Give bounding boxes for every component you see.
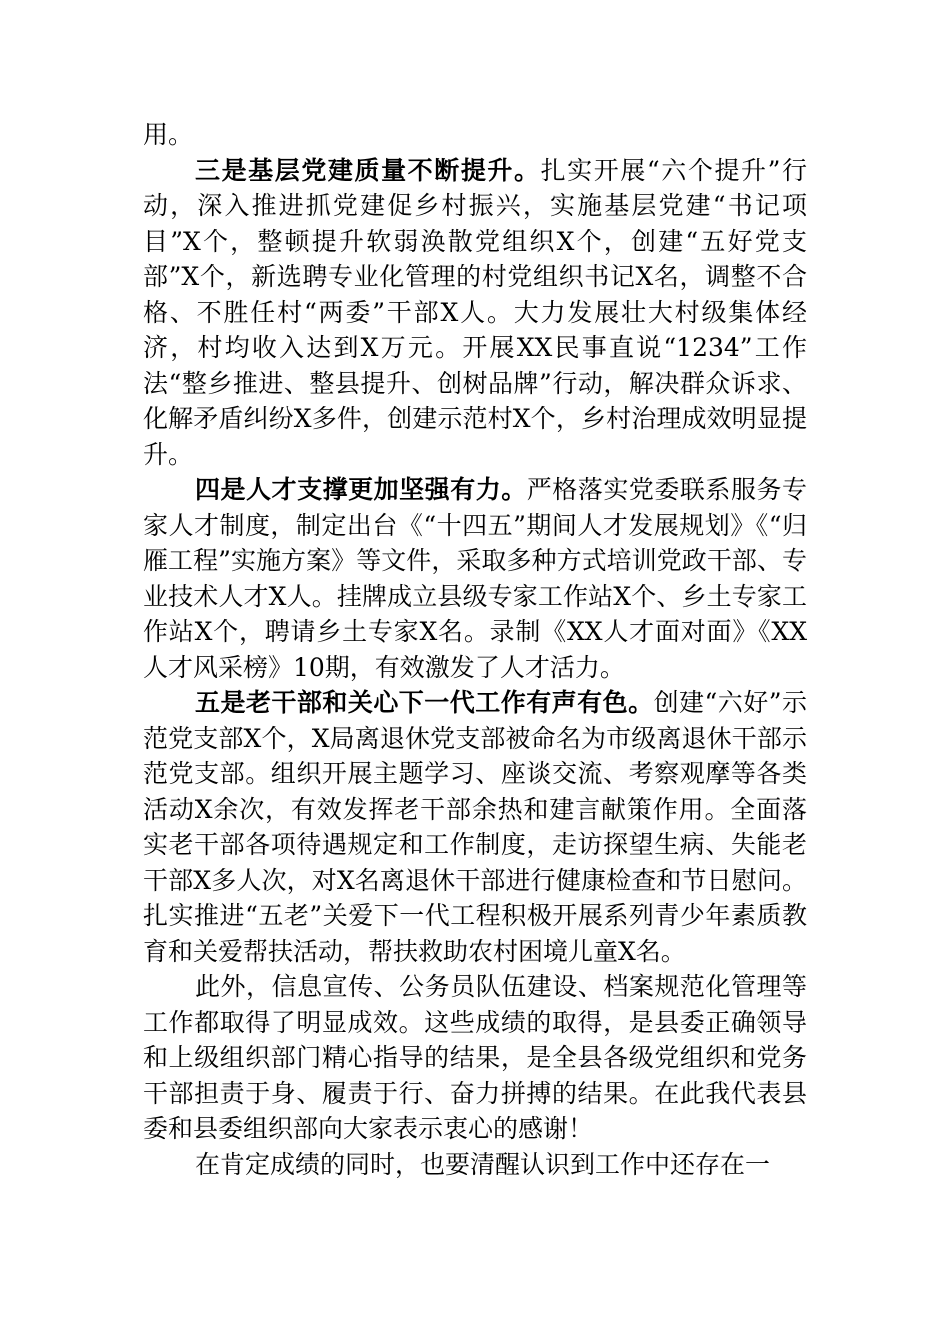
paragraph-text: 用。 xyxy=(143,120,194,149)
paragraph-text: 扎实开展“六个提升”行动，深入推进抓党建促乡村振兴，实施基层党建“书记项目”X个，整顿提升软弱涣散党组织X个，创建“五好党支部”X个，新选聘专业化管理的村党组织书记X名，调整不合格、不胜任村“两委”干部X人。大力发展壮大村级集体经济，村均收入达到X万元。开展XX民事直说“1234”工作法“整乡推进、整县提升、创树品牌”行动，解决群众诉求、化解矛盾纠纷X多件，创建示范村X个，乡村治理成效明显提升。 xyxy=(143,155,807,469)
document-page xyxy=(143,117,807,1182)
paragraph-veteran-cadres xyxy=(143,685,807,969)
paragraph-text: 严格落实党委联系服务专家人才制度，制定出台《“十四五”期间人才发展规划》《“归雁工程”实施方案》等文件，采取多种方式培训党政干部、专业技术人才X人。挂牌成立县级专家工作站X个、乡土专家工作站X个，聘请乡土专家X名。录制《XX人才面对面》《XX人才风采榜》10期，有效激发了人才活力。 xyxy=(143,475,807,682)
paragraph-talent-support xyxy=(143,472,807,685)
paragraph-lead: 四是人才支撑更加坚强有力。 xyxy=(195,475,527,504)
paragraph-text: 此外，信息宣传、公务员队伍建设、档案规范化管理等工作都取得了明显成效。这些成绩的取得，是县委正确领导和上级组织部门精心指导的结果，是全县各级党组织和党务干部担责于身、履责于行、奋力拼搏的结果。在此我代表县委和县委组织部向大家表示衷心的感谢！ xyxy=(143,972,807,1143)
paragraph-lead: 三是基层党建质量不断提升。 xyxy=(195,155,541,185)
paragraph-grassroots-party-building xyxy=(143,153,807,473)
paragraph-other-achievements xyxy=(143,969,807,1147)
paragraph-continuation xyxy=(143,117,807,153)
paragraph-shortcomings xyxy=(143,1147,807,1183)
paragraph-text: 在肯定成绩的同时，也要清醒认识到工作中还存在一 xyxy=(195,1149,771,1179)
paragraph-lead: 五是老干部和关心下一代工作有声有色。 xyxy=(195,688,654,717)
paragraph-text: 创建“六好”示范党支部X个，X局离退休党支部被命名为市级离退休干部示范党支部。组织开展主题学习、座谈交流、考察观摩等各类活动X余次，有效发挥老干部余热和建言献策作用。全面落实老干部各项待遇规定和工作制度，走访探望生病、失能老干部X多人次，对X名离退休干部进行健康检查和节日慰问。扎实推进“五老”关爱下一代工程积极开展系列青少年素质教育和关爱帮扶活动，帮扶救助农村困境儿童X名。 xyxy=(143,688,807,966)
